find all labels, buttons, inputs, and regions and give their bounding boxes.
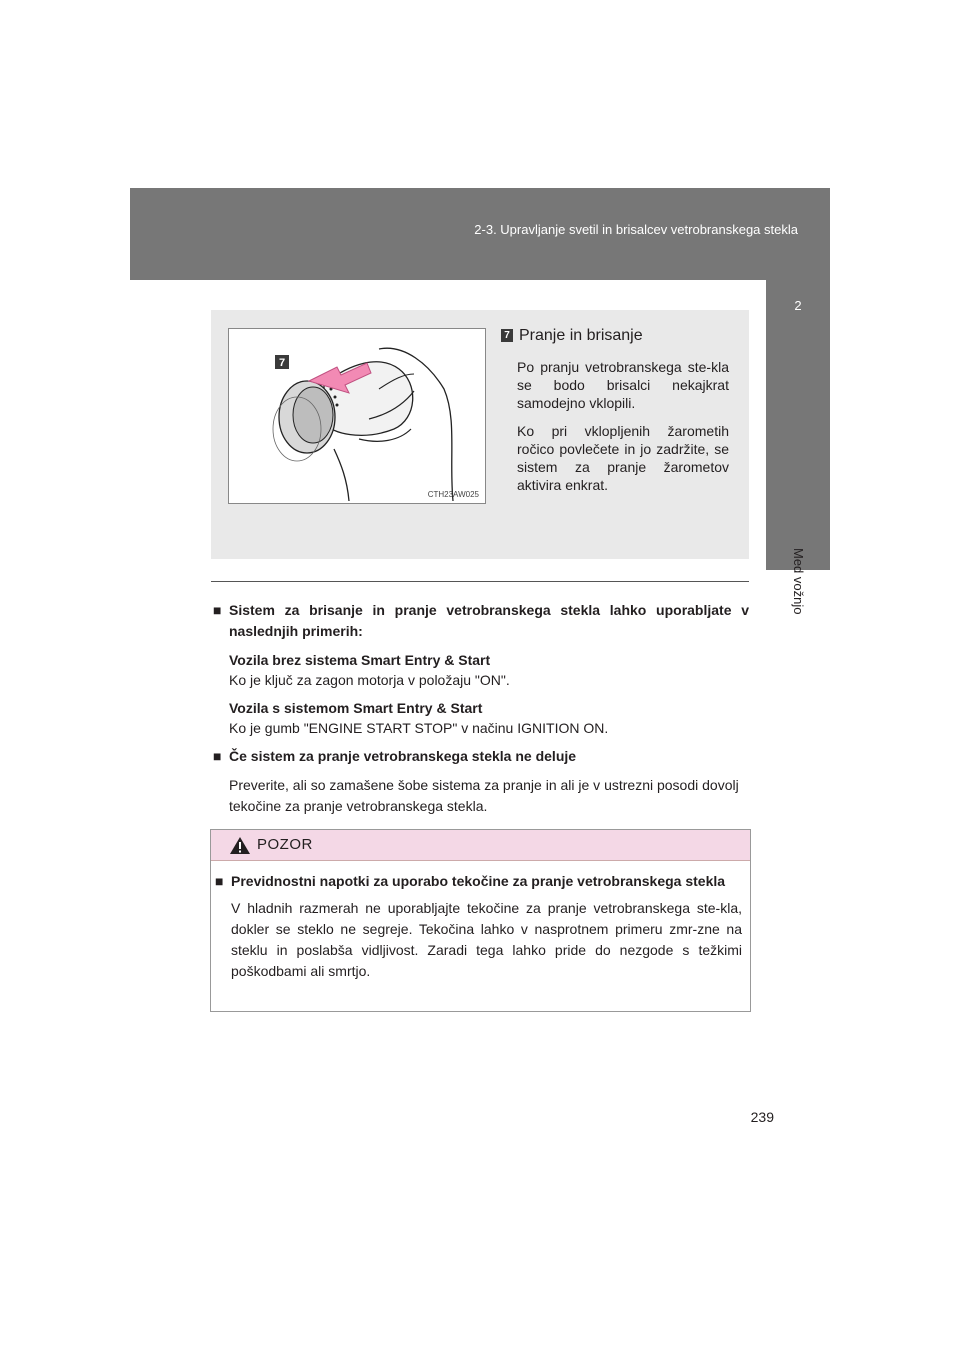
square-bullet-icon: ■: [213, 602, 222, 618]
section-paragraph: Preverite, ali so zamašene šobe sistema za pranje in ali je v ustrezni posodi dovolj tekočine za pranje vetrobranskega stekla.: [229, 777, 739, 814]
header-title: 2-3. Upravljanje svetil in brisalcev vetrobranskega stekla: [474, 222, 798, 237]
warning-title: ■ Previdnostni napotki za uporabo tekočine za pranje vetrobranskega stekla: [215, 871, 742, 892]
figure-frame: [228, 328, 486, 504]
figure-paragraph: Po pranju vetrobranskega ste-kla se bodo brisalci nekajkrat samodejno vklopili.: [517, 359, 729, 411]
case-block: [213, 650, 749, 690]
figure-panel: [211, 310, 749, 559]
square-bullet-icon: ■: [213, 748, 222, 764]
figure-badge: 7: [501, 329, 513, 342]
figure-text: [501, 326, 729, 504]
square-bullet-icon: ■: [215, 873, 224, 889]
section-title: ■ Če sistem za pranje vetrobranskega stekla ne deluje: [213, 746, 749, 767]
case-label: Vozila s sistemom Smart Entry & Start: [229, 700, 483, 716]
side-tab: [766, 280, 830, 570]
body-text: [213, 600, 749, 825]
warning-header: [211, 830, 750, 861]
case-text: Ko je gumb "ENGINE START STOP" v načinu IGNITION ON.: [229, 720, 609, 736]
figure-code: CTH23AW025: [427, 490, 479, 499]
wiper-lever-illustration: [229, 329, 485, 503]
svg-text:7: 7: [278, 357, 286, 369]
warning-box: [210, 829, 751, 1012]
header-bar: [130, 188, 830, 280]
case-block: [213, 698, 749, 738]
figure-heading-text: Pranje in brisanje: [519, 327, 643, 344]
case-text: Ko je ključ za zagon motorja v položaju "ON".: [229, 672, 510, 688]
section-title: ■ Sistem za brisanje in pranje vetrobranskega stekla lahko uporabljate v naslednjih primerih:: [213, 602, 749, 639]
warning-triangle-icon: [229, 836, 251, 855]
side-tab-number: 2: [794, 298, 802, 313]
warning-paragraph: V hladnih razmerah ne uporabljajte tekočine za pranje vetrobranskega ste-kla, dokler se steklo ne segreje. Tekočina lahko v nasprotnem primeru zmr-zne na steklu in poslabša vidljivost. Zaradi tega lahko pride do nezgode s težkimi poškodbami ali smrtjo.: [231, 900, 742, 979]
divider: [211, 581, 749, 582]
case-label: Vozila brez sistema Smart Entry & Start: [229, 652, 491, 668]
figure-heading: [501, 326, 729, 346]
warning-body: [211, 861, 750, 982]
warning-label: POZOR: [257, 836, 313, 853]
side-tab-label: Med vožnjo: [791, 548, 806, 615]
page-number: 239: [750, 1109, 774, 1125]
figure-paragraph: Ko pri vklopljenih žarometih ročico povlečete in jo zadržite, se sistem za pranje žarometov aktivira enkrat.: [517, 423, 729, 493]
